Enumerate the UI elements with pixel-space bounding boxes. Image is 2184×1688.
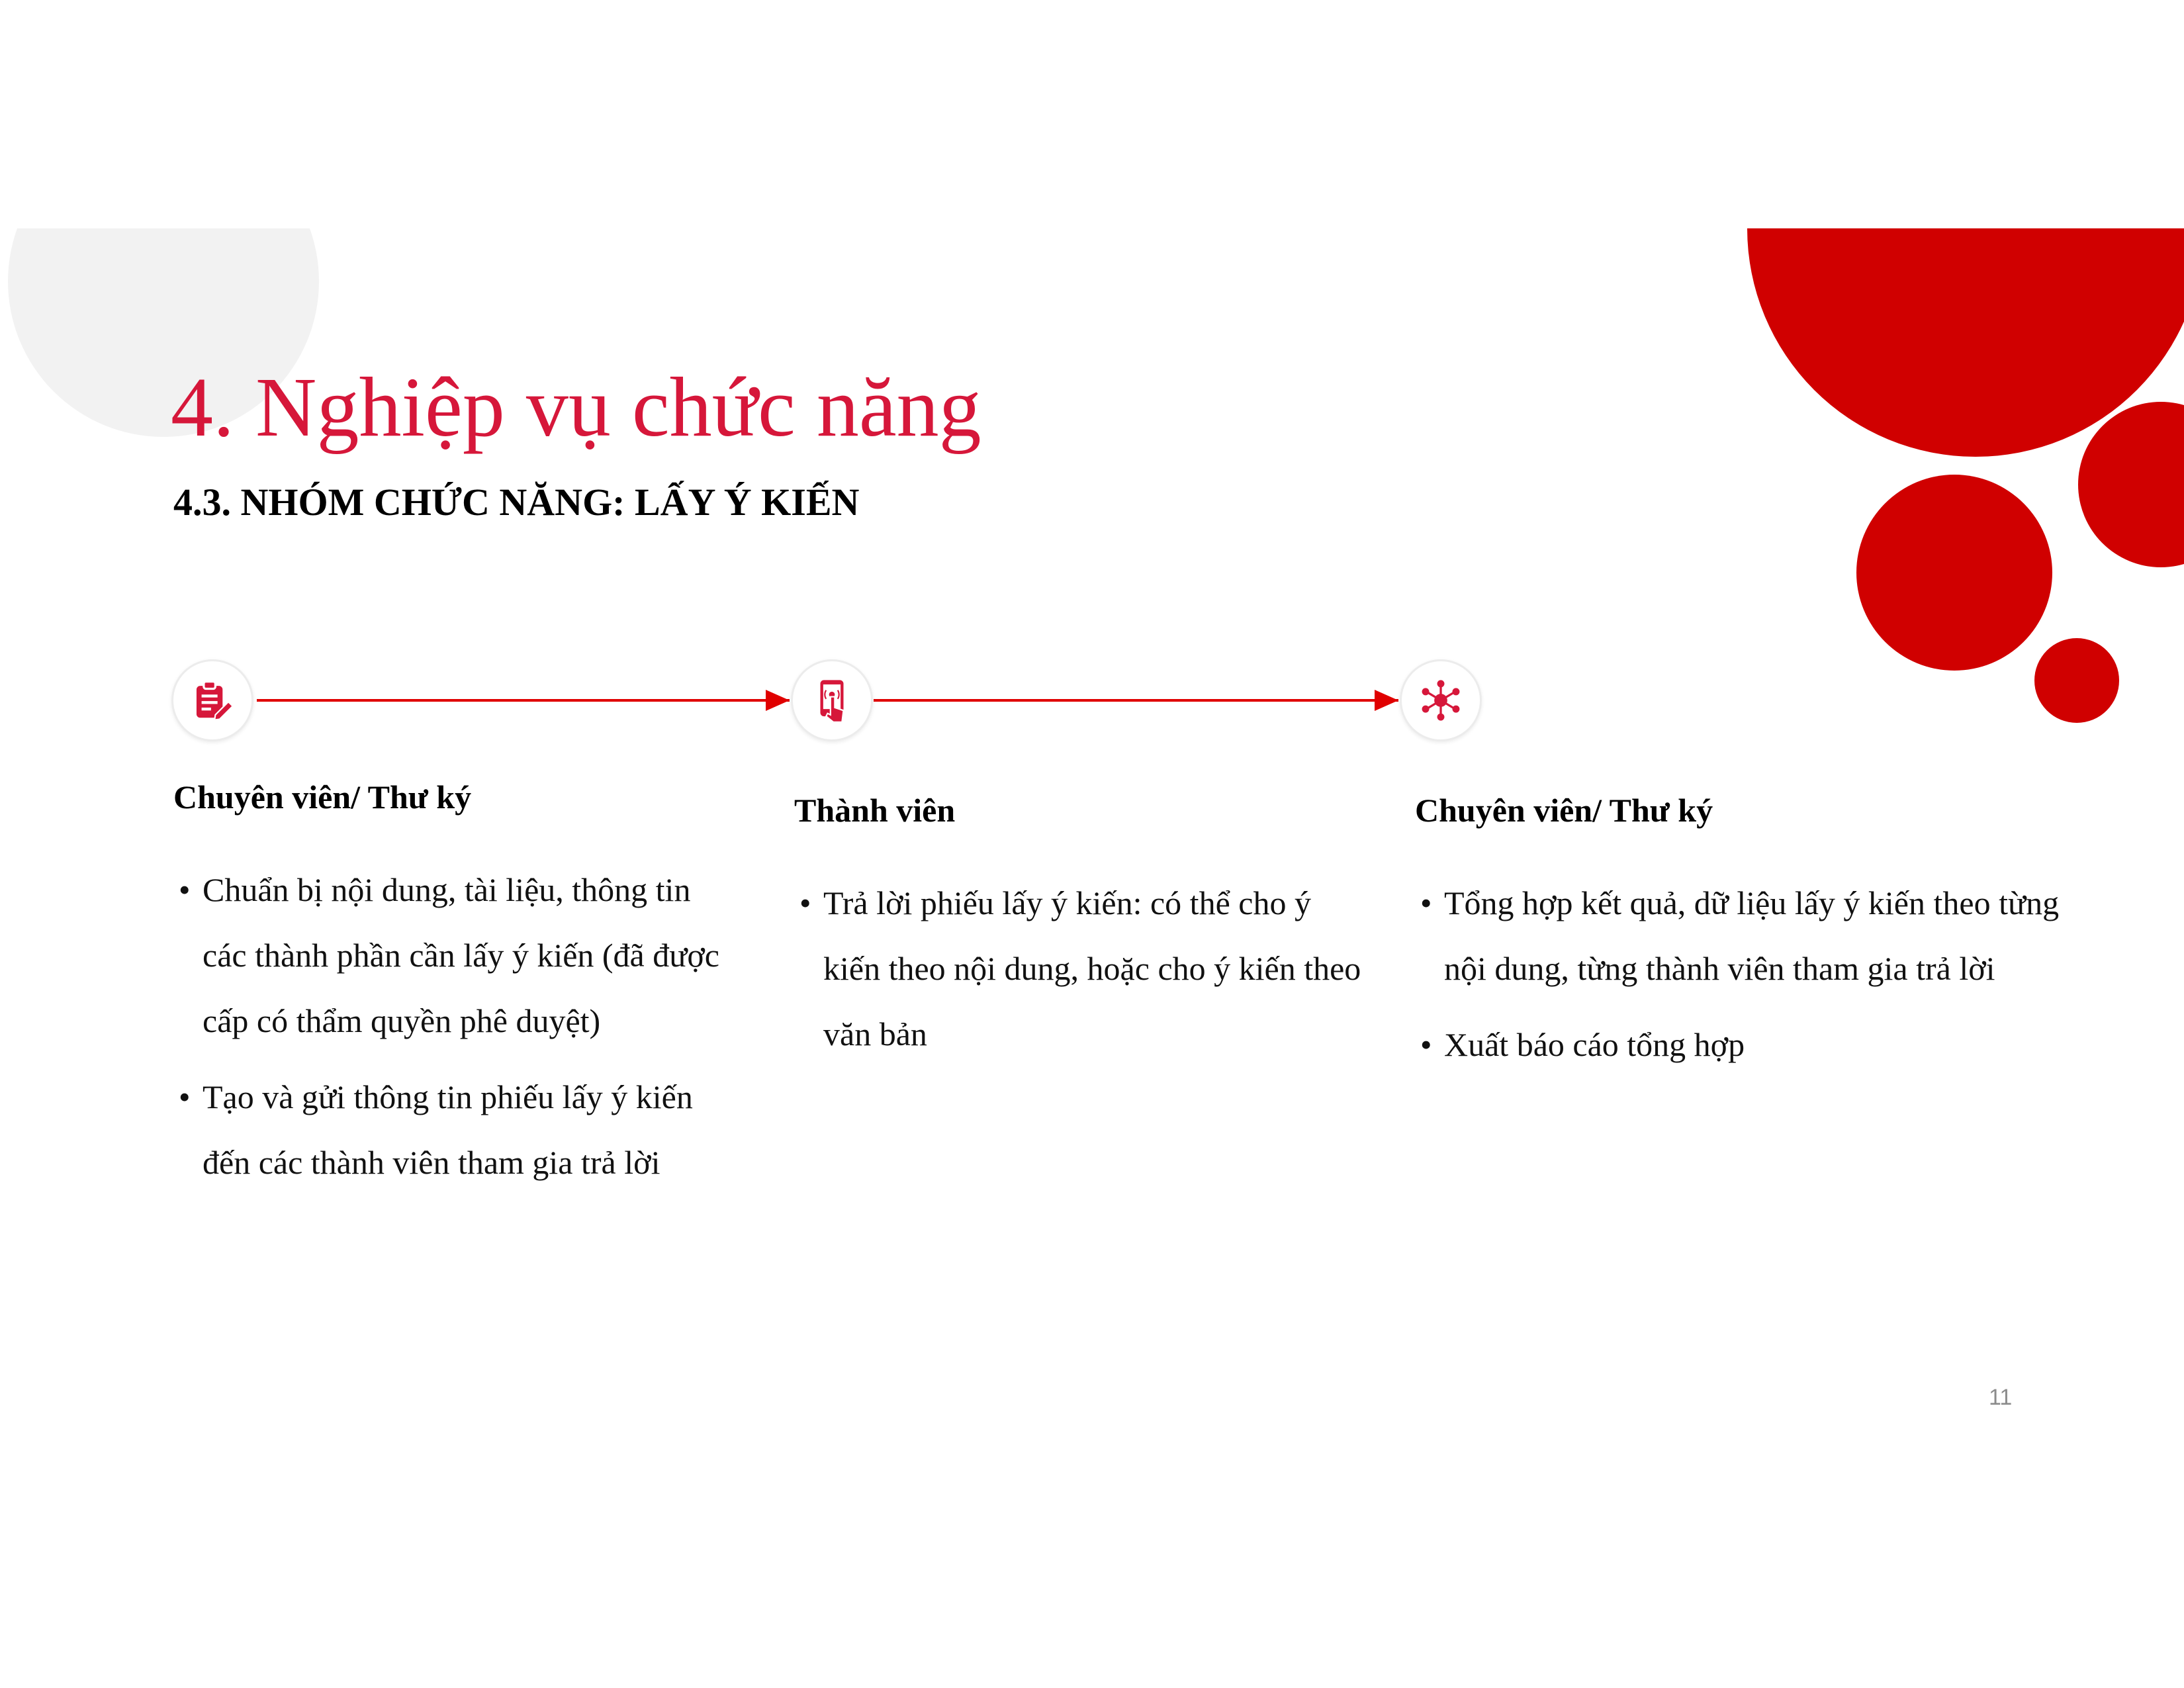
step-1-heading: Chuyên viên/ Thư ký [173, 778, 472, 816]
step-1-icon-circle [171, 659, 253, 741]
decorative-red-circle-small [2034, 638, 2119, 723]
bullet-glyph: • [179, 1078, 191, 1115]
bullet-glyph: • [179, 871, 191, 908]
clipboard-edit-icon [189, 677, 236, 724]
list-item [1415, 1012, 2077, 1078]
bullet-text: Xuất báo cáo tổng hợp [1444, 1026, 1745, 1063]
page-number: 11 [1989, 1385, 2013, 1410]
bullet-text: Chuẩn bị nội dung, tài liệu, thông tin các thành phần cần lấy ý kiến (đã được cấp có thẩm quyền phê duyệt) [203, 871, 719, 1039]
step-2-icon-circle [791, 659, 873, 741]
bullet-glyph: • [1420, 1026, 1432, 1063]
slide [0, 228, 2184, 1456]
decorative-red-circle-right [2078, 402, 2184, 567]
slide-title: 4. Nghiệp vụ chức năng [171, 360, 981, 454]
bullet-text: Tạo và gửi thông tin phiếu lấy ý kiến đến các thành viên tham gia trả lời [203, 1078, 693, 1181]
step-3-heading: Chuyên viên/ Thư ký [1415, 792, 1713, 829]
list-item [173, 1064, 736, 1196]
decorative-red-circle-medium [1856, 475, 2052, 671]
bullet-glyph: • [799, 884, 811, 921]
list-item [173, 857, 736, 1054]
step-2-bullet-list [794, 870, 1363, 1078]
bullet-glyph: • [1420, 884, 1432, 921]
list-item [1415, 870, 2077, 1002]
step-1-bullet-list [173, 857, 736, 1206]
bullet-text: Trả lời phiếu lấy ý kiến: có thể cho ý kiến theo nội dung, hoặc cho ý kiến theo văn bản [823, 884, 1361, 1053]
section-subtitle: 4.3. NHÓM CHỨC NĂNG: LẤY Ý KIẾN [173, 481, 860, 524]
step-3-bullet-list [1415, 870, 2077, 1088]
mobile-tap-icon [809, 677, 855, 724]
bullet-text: Tổng hợp kết quả, dữ liệu lấy ý kiến theo từng nội dung, từng thành viên tham gia trả lời [1444, 884, 2060, 987]
step-3-icon-circle [1400, 659, 1482, 741]
network-hub-icon [1418, 677, 1464, 724]
list-item [794, 870, 1363, 1067]
step-2-heading: Thành viên [794, 792, 956, 829]
